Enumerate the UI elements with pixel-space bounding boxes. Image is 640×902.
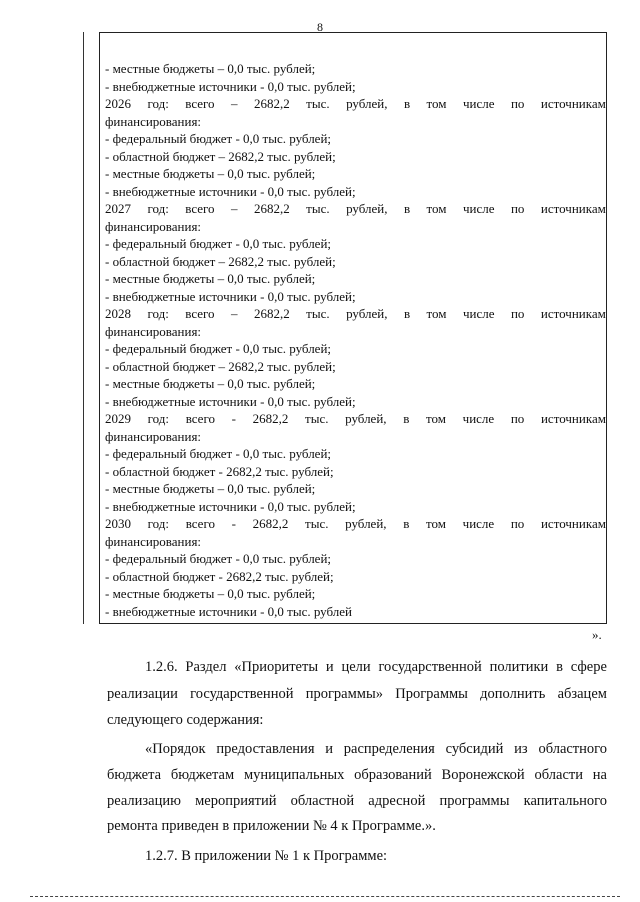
word: 2682,2 [253, 306, 290, 321]
word: всего [185, 516, 215, 531]
quote-paragraph-line-2 [107, 765, 607, 785]
quote-paragraph-line-3 [107, 791, 607, 811]
word: программы [439, 793, 510, 809]
financing-line: - федеральный бюджет - 0,0 тыс. рублей; [105, 341, 332, 356]
word: тыс. [305, 411, 329, 426]
financing-line: - внебюджетные источники - 0,0 тыс. рублей; [105, 183, 356, 199]
word: 2027 [105, 201, 131, 216]
financing-line: - федеральный бюджет - 0,0 тыс. рублей; [105, 131, 332, 146]
word: государственной [190, 686, 294, 702]
word: по [510, 96, 525, 111]
word: – [231, 306, 238, 321]
word: всего [185, 96, 215, 111]
word: числе [462, 411, 495, 426]
word: муниципальных [243, 767, 345, 783]
financing-line: финансирования: [105, 428, 202, 444]
word: областной [290, 793, 355, 809]
word: – [231, 201, 238, 216]
word: рублей, [345, 411, 387, 426]
quote-paragraph-line-4: ремонта приведен в приложении № 4 к Программе.». [107, 818, 436, 834]
section-1-2-7: 1.2.7. В приложении № 1 к Программе: [145, 848, 388, 864]
year-total-line [105, 305, 606, 323]
financing-line: - внебюджетные источники - 0,0 тыс. рублей [105, 603, 352, 619]
word: 2026 [105, 96, 131, 111]
financing-line: - внебюджетные источники - 0,0 тыс. рублей; [105, 498, 356, 514]
financing-line: - областной бюджет - 2682,2 тыс. рублей; [105, 463, 334, 479]
word: источникам [540, 306, 606, 321]
word: год: [147, 306, 169, 321]
closing-quote: ». [592, 627, 602, 642]
word: «Приоритеты [234, 659, 319, 675]
financing-line: - местные бюджеты – 0,0 тыс. рублей; [105, 481, 316, 496]
word: по [510, 201, 525, 216]
word: всего [185, 306, 215, 321]
word: предоставления [216, 741, 315, 757]
word: рублей, [346, 306, 388, 321]
section-1-2-6-line-3: следующего содержания: [107, 712, 264, 728]
section-1-2-6-line-1 [145, 657, 607, 677]
word: год: [147, 411, 170, 426]
word: том [426, 201, 447, 216]
word: мероприятий [195, 793, 277, 809]
word: тыс. [305, 516, 329, 531]
word: в [403, 201, 411, 216]
word: источникам [540, 411, 606, 426]
financing-line: - местные бюджеты – 0,0 тыс. рублей; [105, 166, 316, 181]
word: числе [462, 306, 495, 321]
word: в [403, 411, 410, 426]
word: политики [489, 659, 549, 675]
word: образований [354, 767, 432, 783]
word: - [231, 516, 236, 531]
word: 1.2.6. [145, 659, 178, 675]
word: по [510, 306, 525, 321]
word: тыс. [306, 201, 330, 216]
word: рублей, [346, 201, 388, 216]
word: адресной [368, 793, 426, 809]
word: числе [462, 201, 495, 216]
word: источникам [540, 201, 606, 216]
word: – [231, 96, 238, 111]
financing-line: финансирования: [105, 323, 202, 339]
word: и [325, 659, 334, 675]
word: и [325, 741, 334, 757]
word: 2682,2 [253, 96, 290, 111]
financing-line: - местные бюджеты – 0,0 тыс. рублей; [105, 586, 316, 601]
word: в [403, 96, 411, 111]
word: капитального [523, 793, 607, 809]
word: в [403, 516, 410, 531]
word: - [231, 411, 236, 426]
word: по [510, 411, 525, 426]
financing-line: - местные бюджеты – 0,0 тыс. рублей; [105, 61, 316, 76]
word: дополнить [480, 686, 546, 702]
word: том [426, 306, 447, 321]
word: том [426, 516, 446, 531]
financing-line: - внебюджетные источники - 0,0 тыс. рублей; [105, 78, 356, 94]
word: Раздел [185, 659, 227, 675]
financing-line: финансирования: [105, 533, 202, 549]
word: бюджетам [170, 767, 235, 783]
word: на [592, 767, 607, 783]
word: том [426, 96, 447, 111]
word: источникам [540, 96, 606, 111]
word: том [426, 411, 446, 426]
word: государственной [378, 659, 482, 675]
word: числе [462, 96, 495, 111]
word: рублей, [345, 516, 387, 531]
word: сфере [570, 659, 607, 675]
year-total-line [105, 515, 606, 533]
word: цели [341, 659, 371, 675]
word: в [403, 306, 411, 321]
financing-line: - федеральный бюджет - 0,0 тыс. рублей; [105, 446, 332, 461]
financing-line: - федеральный бюджет - 0,0 тыс. рублей; [105, 551, 332, 566]
financing-line: финансирования: [105, 113, 202, 129]
word: абзацем [557, 686, 607, 702]
section-1-2-6-line-2 [107, 684, 607, 704]
word: рублей, [346, 96, 388, 111]
table-left-border [83, 32, 84, 624]
word: 2028 [105, 306, 131, 321]
quote-paragraph-line-1 [145, 739, 607, 759]
word: субсидий [445, 741, 504, 757]
word: тыс. [306, 306, 330, 321]
word: «Порядок [145, 741, 206, 757]
word: всего [185, 201, 215, 216]
word: год: [147, 516, 170, 531]
year-total-line [105, 200, 606, 218]
financing-line: - областной бюджет – 2682,2 тыс. рублей; [105, 148, 336, 164]
word: всего [185, 411, 215, 426]
word: областного [538, 741, 607, 757]
word: по [510, 516, 525, 531]
financing-line: - внебюджетные источники - 0,0 тыс. рублей; [105, 393, 356, 409]
financing-line: - внебюджетные источники - 0,0 тыс. рублей; [105, 288, 356, 304]
financing-line: финансирования: [105, 218, 202, 234]
word: реализации [107, 686, 178, 702]
word: Воронежской [441, 767, 525, 783]
year-total-line [105, 95, 606, 113]
word: год: [147, 96, 169, 111]
footer-rule [30, 896, 620, 898]
word: Программы [395, 686, 468, 702]
word: области [534, 767, 583, 783]
word: из [514, 741, 528, 757]
word: 2029 [105, 411, 131, 426]
word: 2682,2 [252, 516, 289, 531]
financing-line: - местные бюджеты – 0,0 тыс. рублей; [105, 271, 316, 286]
word: 2682,2 [252, 411, 289, 426]
word: бюджета [107, 767, 162, 783]
financing-line: - федеральный бюджет - 0,0 тыс. рублей; [105, 236, 332, 251]
financing-line: - областной бюджет – 2682,2 тыс. рублей; [105, 358, 336, 374]
financing-line: - местные бюджеты – 0,0 тыс. рублей; [105, 376, 316, 391]
word: распределения [343, 741, 435, 757]
word: числе [462, 516, 495, 531]
year-total-line [105, 410, 606, 428]
word: 2030 [105, 516, 131, 531]
word: год: [147, 201, 169, 216]
financing-line: - областной бюджет - 2682,2 тыс. рублей; [105, 568, 334, 584]
word: 2682,2 [253, 201, 290, 216]
page-number: 8 [317, 20, 323, 34]
word: программы» [305, 686, 383, 702]
word: тыс. [306, 96, 330, 111]
word: реализацию [107, 793, 181, 809]
word: в [556, 659, 563, 675]
word: источникам [540, 516, 606, 531]
financing-line: - областной бюджет – 2682,2 тыс. рублей; [105, 253, 336, 269]
